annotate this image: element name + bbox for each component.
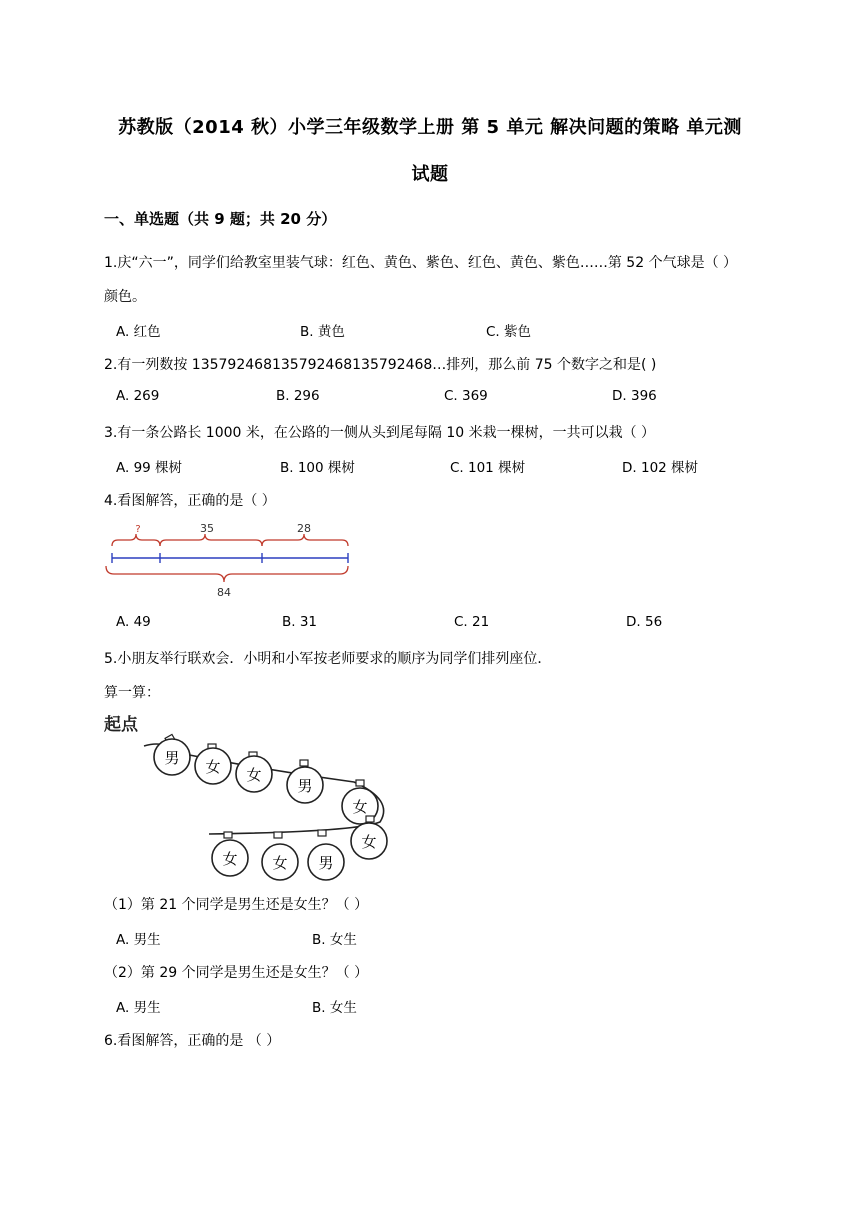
svg-text:男: 男	[164, 749, 180, 767]
question-2-option-b: B. 296	[276, 388, 320, 404]
svg-text:女: 女	[205, 758, 221, 776]
segment-35-label: 35	[200, 522, 214, 535]
svg-text:女: 女	[222, 850, 238, 868]
start-label: 起点	[104, 715, 138, 735]
seat-9	[212, 832, 248, 876]
svg-text:女: 女	[361, 833, 377, 851]
question-3-option-d: D. 102 棵树	[622, 460, 699, 476]
question-4-option-c: C. 21	[454, 614, 490, 630]
seat-7	[308, 830, 344, 880]
svg-text:女: 女	[272, 854, 288, 872]
question-1-option-c: C. 紫色	[486, 324, 532, 340]
question-3-option-a: A. 99 棵树	[116, 460, 183, 476]
brace-28	[262, 534, 348, 546]
section-heading: 一、单选题（共 9 题；共 20 分）	[104, 210, 337, 228]
question-4-option-a: A. 49	[116, 614, 151, 630]
segment-28-label: 28	[297, 522, 311, 535]
question-5-part-1-option-a: A. 男生	[116, 932, 161, 948]
brace-unknown	[112, 534, 160, 546]
question-4-option-d: D. 56	[626, 614, 663, 630]
question-5-part-2-text: （2）第 29 个同学是男生还是女生？（ ）	[104, 965, 369, 981]
worksheet-title-continued: 试题	[411, 164, 449, 185]
svg-text:女: 女	[246, 766, 262, 784]
question-1-text-continued: 颜色。	[104, 289, 146, 305]
line-segment-diagram	[104, 520, 356, 600]
question-5-subtext: 算一算：	[104, 685, 160, 701]
total-label: 84	[217, 586, 231, 599]
question-3-text: 3.有一条公路长 1000 米，在公路的一侧从头到尾每隔 10 米栽一棵树，一共可以栽（ ）	[104, 425, 656, 441]
question-1-option-b: B. 黄色	[300, 324, 345, 340]
question-3-option-b: B. 100 棵树	[280, 460, 355, 476]
question-1-text: 1.庆“六一”，同学们给教室里装气球：红色、黄色、紫色、红色、黄色、紫色……第 52 个气球是（ ）	[104, 255, 738, 271]
question-4-option-b: B. 31	[282, 614, 318, 630]
unknown-label: ?	[135, 524, 141, 535]
seat-3	[236, 752, 272, 792]
question-4-text: 4.看图解答，正确的是（ ）	[104, 493, 276, 509]
question-2-text: 2.有一列数按 13579246813579246813579246​8…排列，那么前 75 个数字之和是( )	[104, 357, 657, 373]
brace-35	[160, 534, 262, 546]
seat-1	[154, 734, 190, 775]
question-5-part-1-text: （1）第 21 个同学是男生还是女生？（ ）	[104, 897, 369, 913]
question-5-part-2-option-b: B. 女生	[312, 1000, 357, 1016]
question-3-option-c: C. 101 棵树	[450, 460, 526, 476]
seating-figure	[104, 710, 394, 886]
seat-8	[262, 832, 298, 880]
question-2-option-d: D. 396	[612, 388, 657, 404]
brace-total	[106, 566, 348, 582]
question-2-option-c: C. 369	[444, 388, 488, 404]
question-6-text: 6.看图解答，正确的是 （ ）	[104, 1033, 281, 1049]
question-5-part-2-option-a: A. 男生	[116, 1000, 161, 1016]
question-1-option-a: A. 红色	[116, 324, 161, 340]
worksheet-title: 苏教版（2014 秋）小学三年级数学上册 第 5 单元 解决问题的策略 单元测	[118, 117, 742, 138]
question-5-part-1-option-b: B. 女生	[312, 932, 357, 948]
question-5-text: 5.小朋友举行联欢会．小明和小军按老师要求的顺序为同学们排列座位．	[104, 651, 552, 667]
seat-2	[195, 744, 231, 784]
svg-text:男: 男	[318, 854, 334, 872]
svg-text:男: 男	[297, 777, 313, 795]
svg-text:女: 女	[352, 798, 368, 816]
question-2-option-a: A. 269	[116, 388, 160, 404]
seat-4	[287, 760, 323, 803]
